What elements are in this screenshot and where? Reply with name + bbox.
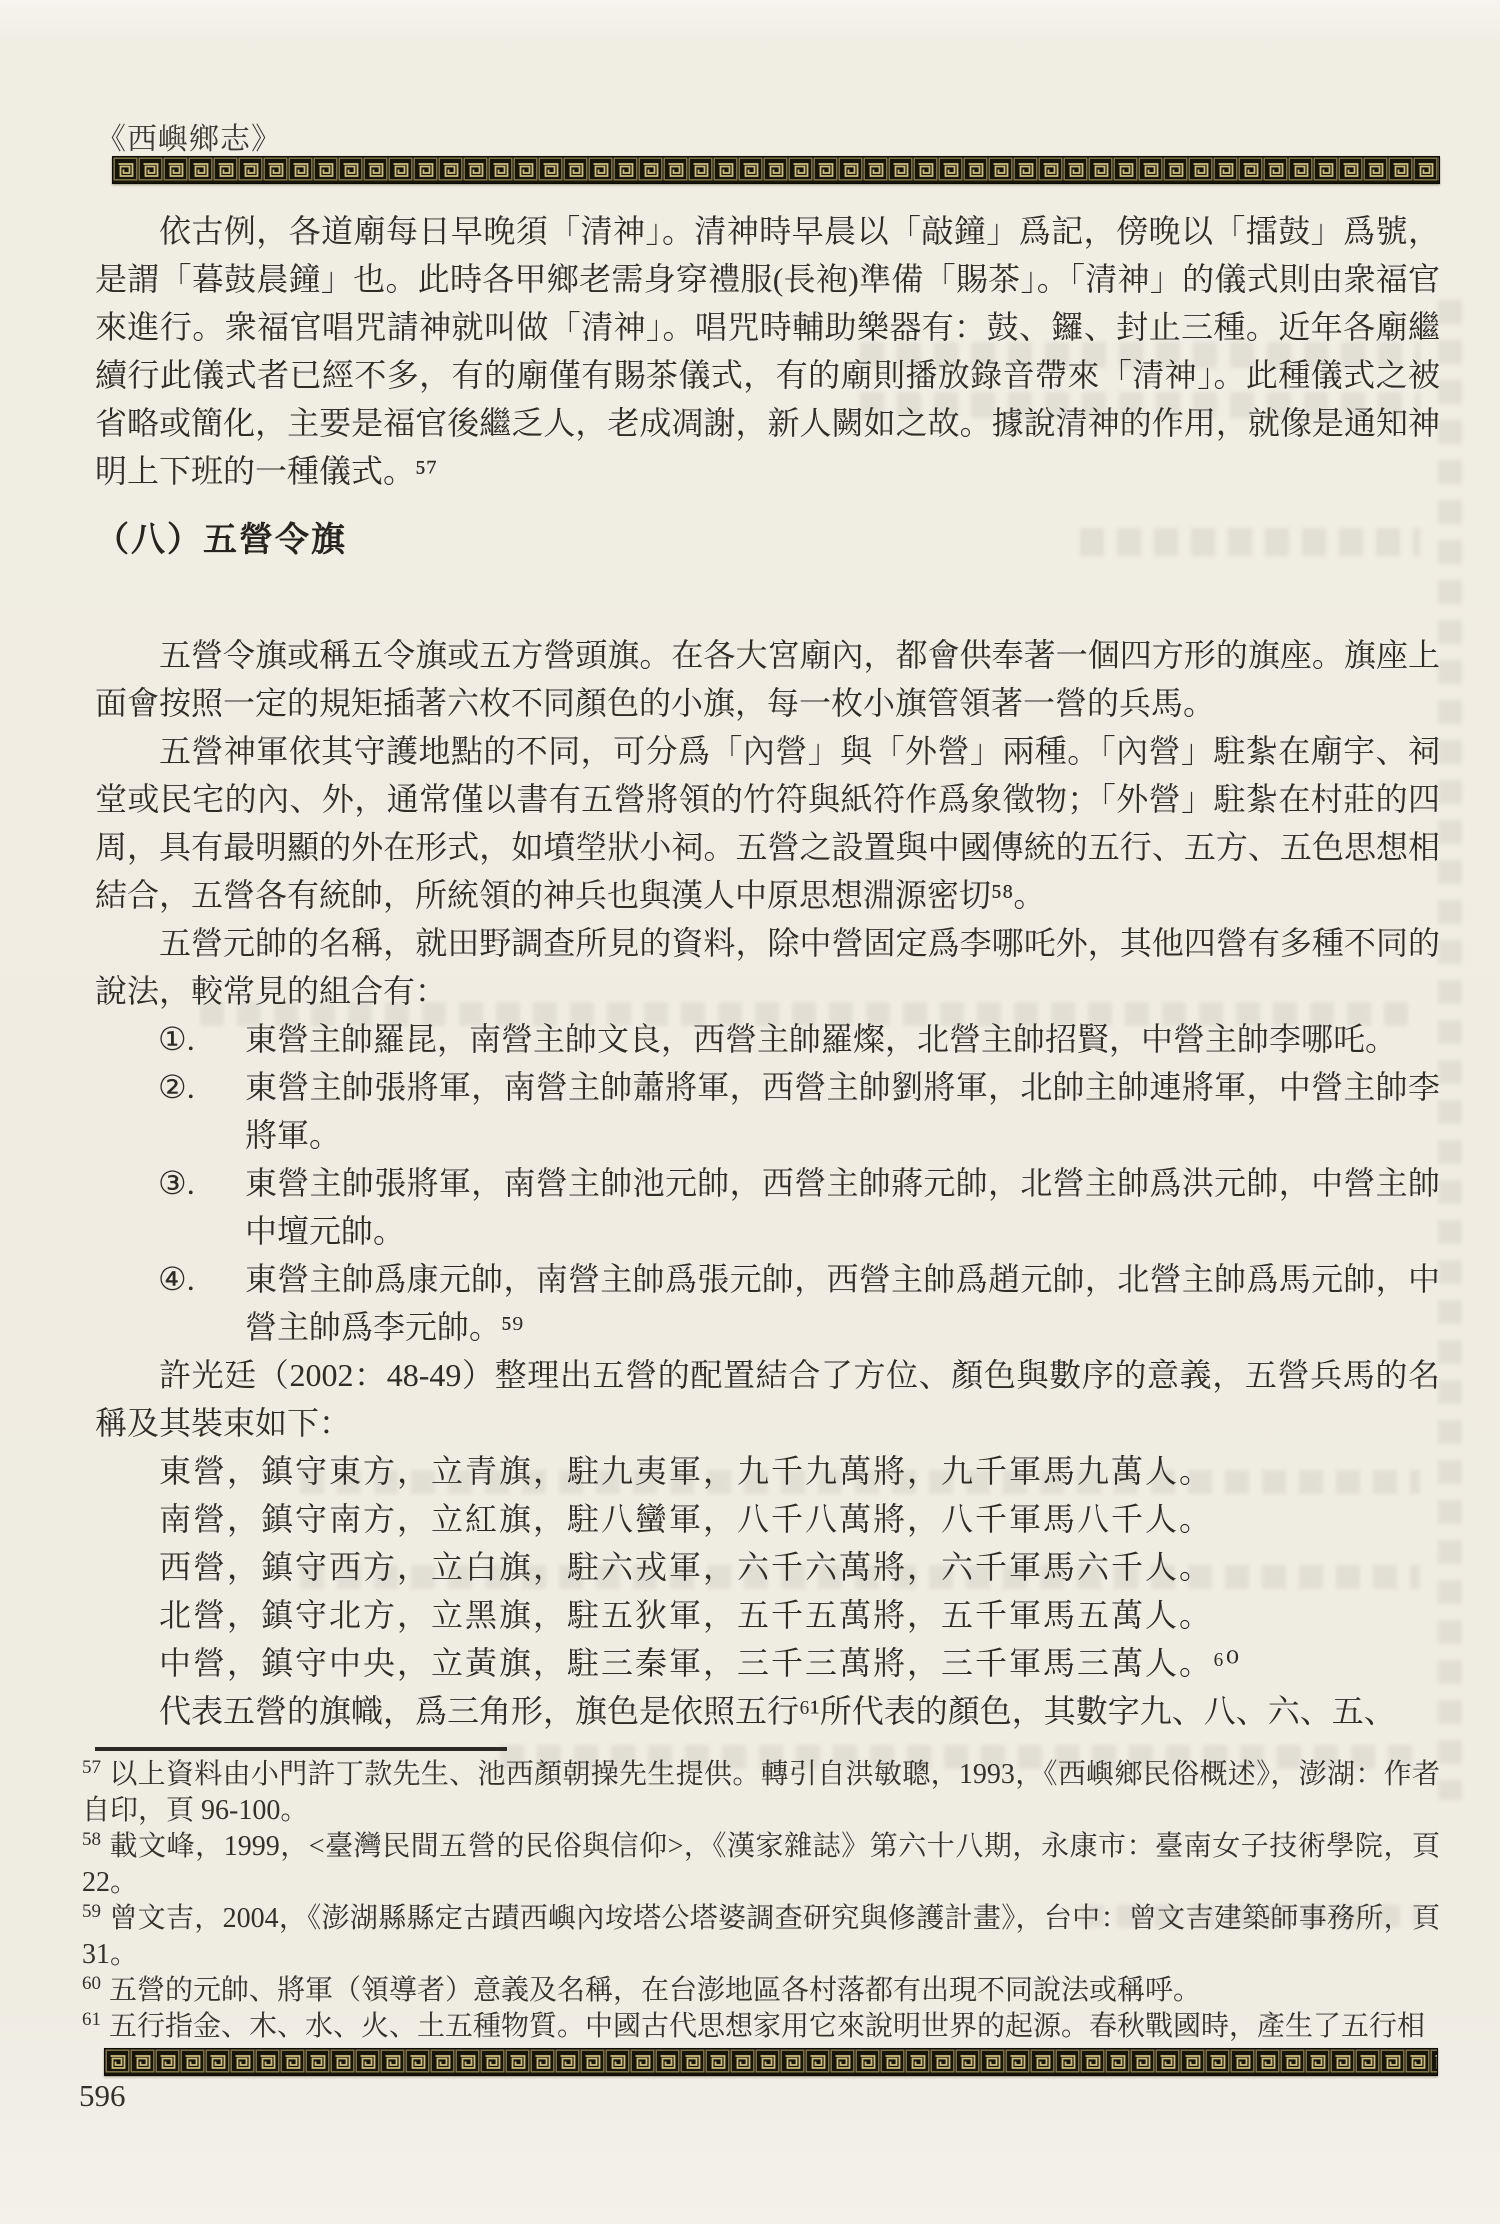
meander-spiral-icon [588,157,613,181]
meander-spiral-icon [855,2049,880,2073]
meander-spiral-icon [438,157,463,181]
meander-spiral-icon [113,157,138,181]
meander-spiral-icon [863,157,888,181]
meander-spiral-icon [605,2049,630,2073]
meander-spiral-icon [405,2049,430,2073]
meander-spiral-icon [238,157,263,181]
paragraph-inner-outer-camp: 五營神軍依其守護地點的不同，可分爲「內營」與「外營」兩種。「內營」駐紮在廟宇、祠堂或民宅的內、外，通常僅以書有五營將領的竹符與紙符作爲象徵物；「外營」駐紮在村莊的四周，具有最明顯的外在形式，如墳塋狀小祠。五營之設置與中國傳統的五行、五方、五色思想相結合，五營各有統帥，所統領的神兵也與漢人中原思想淵源密切⁵⁸。 [95,733,1440,913]
meander-spiral-icon [580,2049,605,2073]
meander-spiral-icon [705,2049,730,2073]
meander-spiral-icon [505,2049,530,2073]
meander-spiral-icon [1130,2049,1155,2073]
meander-spiral-icon [838,157,863,181]
meander-spiral-icon [1005,2049,1030,2073]
meander-spiral-icon [955,2049,980,2073]
list-item [95,1255,1440,1351]
meander-spiral-icon [680,2049,705,2073]
paragraph-xu-guangting: 許光廷（2002：48-49）整理出五營的配置結合了方位、顏色與數序的意義，五營兵馬的名稱及其裝束如下： [95,1357,1440,1441]
meander-spiral-icon [1038,157,1063,181]
footnote-text: 載文峰，1999，<臺灣民間五營的民俗與信仰>，《漢家雜誌》第六十八期，永康市：臺南女子技術學院，頁22。 [82,1831,1440,1898]
meander-spiral-icon [513,157,538,181]
meander-spiral-icon [755,2049,780,2073]
meander-spiral-icon [963,157,988,181]
meander-spiral-icon [413,157,438,181]
meander-spiral-icon [155,2049,180,2073]
footnote-marker: 58 [82,1828,101,1850]
footnote [82,1757,1440,1829]
verse-line-east: 東營，鎮守東方，立青旗，駐九夷軍，九千九萬將，九千軍馬九萬人。 [159,1453,1214,1489]
meander-spiral-icon [1238,157,1263,181]
meander-spiral-icon [1105,2049,1130,2073]
meander-spiral-icon [555,2049,580,2073]
footnote-marker: 57 [82,1756,101,1778]
verse-line-south: 南營，鎮守南方，立紅旗，駐八蠻軍，八千八萬將，八千軍馬八千人。 [159,1501,1214,1537]
meander-spiral-icon [638,157,663,181]
list-item [95,1063,1440,1159]
meander-spiral-icon [305,2049,330,2073]
meander-spiral-icon [263,157,288,181]
meander-spiral-icon [1355,2049,1380,2073]
meander-spiral-icon [1263,157,1288,181]
meander-spiral-icon [688,157,713,181]
list-item [95,1159,1440,1255]
footnote [82,1973,1440,2009]
list-marker: ④. [158,1261,195,1297]
paragraph-flag-shape: 代表五營的旗幟，爲三角形，旗色是依照五行⁶¹所代表的顏色，其數字九、八、六、五、 [159,1693,1396,1729]
footnote-text: 以上資料由小門許丁款先生、池西顏朝操先生提供。轉引自洪敏聰，1993，《西嶼鄉民俗概述》，澎湖：作者自印，頁 96-100。 [82,1759,1440,1826]
verse-line-center: 中營，鎮守中央，立黃旗，駐三秦軍，三千三萬將，三千軍馬三萬人。⁶⁰ [159,1645,1241,1681]
list-marker: ①. [158,1021,195,1057]
paragraph-flag-seat: 五營令旗或稱五令旗或五方營頭旗。在各大宮廟內，都會供奉著一個四方形的旗座。旗座上面會按照一定的規矩插著六枚不同顏色的小旗，每一枚小旗管領著一營的兵馬。 [95,637,1440,721]
meander-spiral-icon [230,2049,255,2073]
meander-spiral-icon [480,2049,505,2073]
meander-spiral-icon [713,157,738,181]
footnote-separator [95,1747,507,1751]
meander-spiral-icon [1188,157,1213,181]
meander-spiral-icon [1055,2049,1080,2073]
footnote [82,2009,1440,2045]
list-item-text: 東營主帥爲康元帥，南營主帥爲張元帥，西營主帥爲趙元帥，北營主帥爲馬元帥，中營主帥爲李元帥。⁵⁹ [245,1261,1440,1345]
meander-spiral-icon [255,2049,280,2073]
meander-spiral-icon [188,157,213,181]
meander-spiral-icon [1213,157,1238,181]
meander-spiral-icon [388,157,413,181]
meander-spiral-icon [330,2049,355,2073]
footnote [82,1901,1440,1973]
meander-spiral-icon [1180,2049,1205,2073]
verse-line-north: 北營，鎮守北方，立黑旗，駐五狄軍，五千五萬將，五千軍馬五萬人。 [159,1597,1214,1633]
meander-spiral-icon [930,2049,955,2073]
meander-border-top [112,156,1440,184]
meander-spiral-icon [163,157,188,181]
meander-spiral-icon [363,157,388,181]
meander-spiral-icon [1138,157,1163,181]
meander-spiral-icon [1363,157,1388,181]
main-text-column [95,207,1440,1735]
meander-spiral-icon [1313,157,1338,181]
meander-spiral-icon [1338,157,1363,181]
meander-spiral-icon [880,2049,905,2073]
footnote-marker: 61 [82,2008,101,2030]
meander-spiral-icon [1388,157,1413,181]
footnote-text: 五行指金、木、水、火、土五種物質。中國古代思想家用它來說明世界的起源。春秋戰國時，產生了五行相 [109,2011,1426,2042]
marshal-combination-list [95,1015,1440,1351]
meander-spiral-icon [180,2049,205,2073]
meander-spiral-icon [830,2049,855,2073]
list-item-text: 東營主帥張將軍，南營主帥蕭將軍，西營主帥劉將軍，北帥主帥連將軍，中營主帥李將軍。 [245,1069,1440,1153]
meander-spiral-icon [538,157,563,181]
meander-spiral-icon [938,157,963,181]
book-title: 《西嶼鄉志》 [96,123,282,156]
footnote [82,1829,1440,1901]
footnote-text: 曾文吉，2004，《澎湖縣縣定古蹟西嶼內垵塔公塔婆調查研究與修護計畫》，台中：曾文吉建築師事務所，頁31。 [82,1903,1440,1970]
meander-spiral-icon [1430,2049,1438,2073]
meander-spiral-icon [313,157,338,181]
meander-spiral-icon [1113,157,1138,181]
meander-spiral-icon [630,2049,655,2073]
meander-spiral-icon [905,2049,930,2073]
footnotes-block [82,1757,1440,2045]
paragraph-qingshen: 依古例，各道廟每日早晚須「清神」。清神時早晨以「敲鐘」爲記，傍晚以「擂鼓」爲號，是謂「暮鼓晨鐘」也。此時各甲鄉老需身穿禮服(長袍)準備「賜茶」。「清神」的儀式則由衆福官來進行。衆福官唱咒請神就叫做「清神」。唱咒時輔助樂器有：鼓、鑼、封止三種。近年各廟繼續行此儀式者已經不多，有的廟僅有賜茶儀式，有的廟則播放錄音帶來「清神」。此種儀式之被省略或簡化，主要是福官後繼乏人，老成凋謝，新人闕如之故。據說清神的作用，就像是通知神明上下班的一種儀式。⁵⁷ [95,213,1440,489]
section-heading: （八）五營令旗 [95,522,347,559]
meander-spiral-icon [730,2049,755,2073]
meander-spiral-icon [455,2049,480,2073]
meander-spiral-icon [1163,157,1188,181]
meander-spiral-icon [105,2049,130,2073]
meander-spiral-icon [663,157,688,181]
meander-spiral-icon [355,2049,380,2073]
bleedthrough-smudge [1438,300,1462,1800]
meander-spiral-icon [913,157,938,181]
meander-spiral-icon [1013,157,1038,181]
paragraph-marshal-names: 五營元帥的名稱，就田野調查所見的資料，除中營固定爲李哪吒外，其他四營有多種不同的說法，較常見的組合有： [95,925,1440,1009]
meander-spiral-icon [988,157,1013,181]
meander-spiral-icon [1380,2049,1405,2073]
meander-spiral-icon [1230,2049,1255,2073]
meander-spiral-icon [380,2049,405,2073]
meander-spiral-icon [430,2049,455,2073]
meander-spiral-icon [338,157,363,181]
meander-spiral-icon [1080,2049,1105,2073]
meander-spiral-icon [1255,2049,1280,2073]
footnote-marker: 59 [82,1900,101,1922]
meander-spiral-icon [1438,157,1440,181]
list-item-text: 東營主帥張將軍，南營主帥池元帥，西營主帥蔣元帥，北營主帥爲洪元帥，中營主帥中壇元帥。 [245,1165,1440,1249]
meander-spiral-icon [1330,2049,1355,2073]
list-marker: ②. [158,1069,195,1105]
meander-spiral-icon [463,157,488,181]
five-camps-verse [95,1447,1440,1687]
meander-spiral-icon [1413,157,1438,181]
meander-spiral-icon [805,2049,830,2073]
meander-spiral-icon [1030,2049,1055,2073]
meander-spiral-icon [1063,157,1088,181]
verse-line-west: 西營，鎮守西方，立白旗，駐六戎軍，六千六萬將，六千軍馬六千人。 [159,1549,1214,1585]
meander-spiral-icon [738,157,763,181]
meander-spiral-icon [205,2049,230,2073]
meander-spiral-icon [888,157,913,181]
meander-spiral-icon [280,2049,305,2073]
meander-spiral-icon [813,157,838,181]
meander-spiral-icon [613,157,638,181]
meander-spiral-icon [780,2049,805,2073]
footnote-marker: 60 [82,1972,101,1994]
meander-spiral-icon [288,157,313,181]
meander-spiral-icon [763,157,788,181]
meander-spiral-icon [130,2049,155,2073]
list-marker: ③. [158,1165,195,1201]
footnote-text: 五營的元帥、將軍（領導者）意義及名稱，在台澎地區各村落都有出現不同說法或稱呼。 [109,1975,1202,2006]
meander-spiral-icon [788,157,813,181]
meander-spiral-icon [138,157,163,181]
meander-spiral-icon [1155,2049,1180,2073]
meander-border-bottom [104,2048,1438,2076]
meander-spiral-icon [655,2049,680,2073]
meander-spiral-icon [1280,2049,1305,2073]
meander-spiral-icon [213,157,238,181]
meander-spiral-icon [530,2049,555,2073]
meander-spiral-icon [980,2049,1005,2073]
meander-spiral-icon [1288,157,1313,181]
meander-spiral-icon [1305,2049,1330,2073]
meander-spiral-icon [1088,157,1113,181]
meander-spiral-icon [563,157,588,181]
list-item-text: 東營主帥羅昆，南營主帥文良，西營主帥羅燦，北營主帥招賢，中營主帥李哪吒。 [245,1021,1398,1057]
meander-spiral-icon [1205,2049,1230,2073]
meander-spiral-icon [1405,2049,1430,2073]
list-item [95,1015,1440,1063]
page-number: 596 [79,2078,126,2113]
meander-spiral-icon [488,157,513,181]
